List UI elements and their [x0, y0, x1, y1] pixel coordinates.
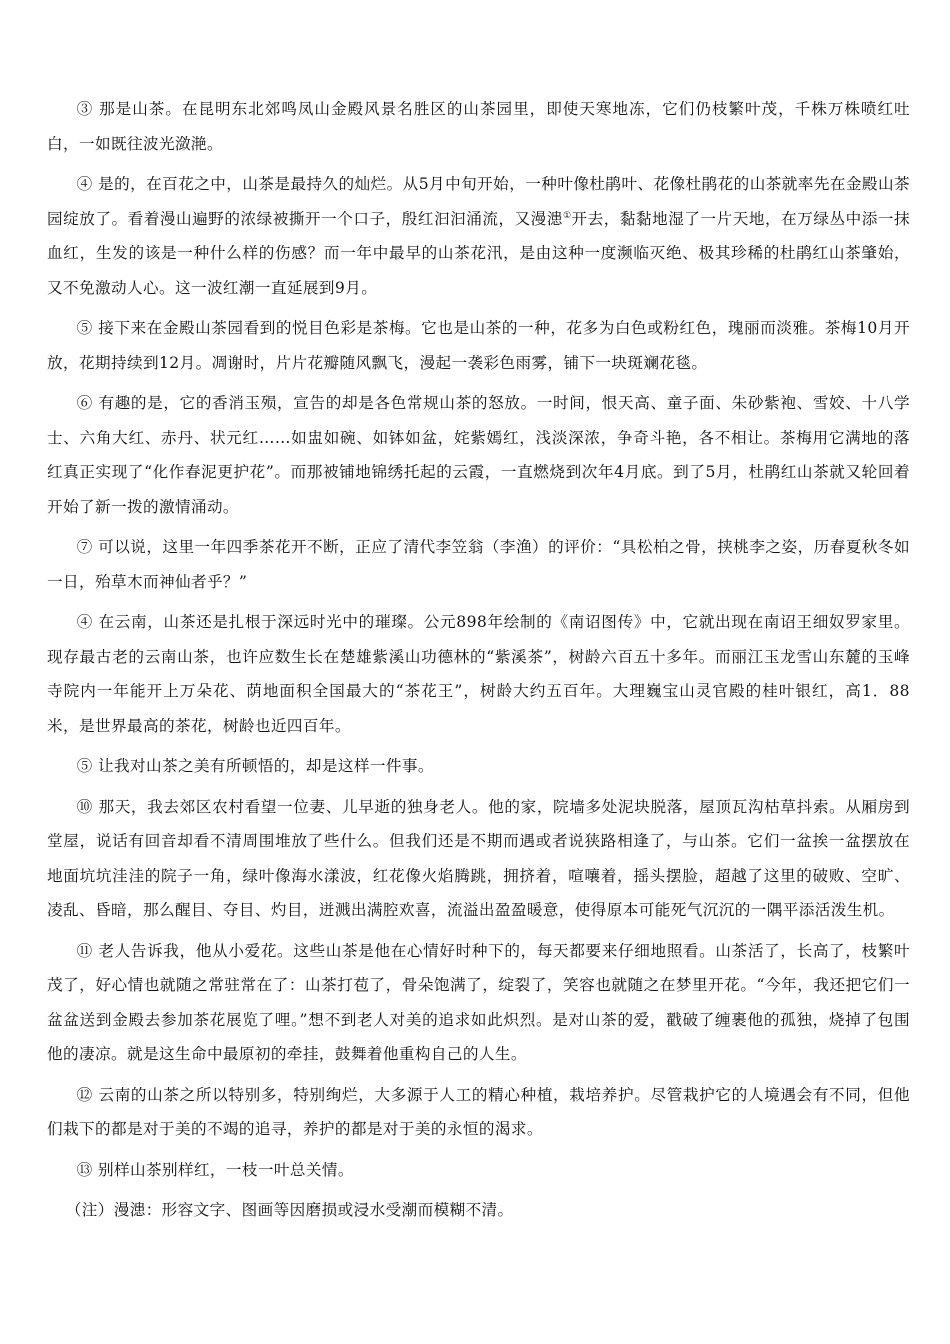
paragraph-4-text-before: ④ 是的，在百花之中，山茶是最持久的灿烂。从5月中旬开始，一种叶像杜鹃叶、花像杜鹃花的山茶就率先在金殿山茶园绽放了。看着漫山遍野的浓绿被撕开一个口子，殷红汩汩涌流，又漫漶 — [47, 175, 910, 228]
footnote-note: （注）漫漶：形容文字、图画等因磨损或浸水受潮而模糊不清。 — [65, 1201, 514, 1219]
paragraph-4-text-after: 开去，黏黏地湿了一片天地，在万绿丛中添一抹血红，生发的该是一种什么样的伤感？而一年中最早的山茶花汛，是由这种一度濒临灭绝、极其珍稀的杜鹃红山茶肇始，又不免激动人心。这一波红潮一直延展到9月。 — [47, 209, 910, 297]
paragraph-12: ⑫ 云南的山茶之所以特别多，特别绚烂，大多源于人工的精心种植，栽培养护。尽管栽护它的人境遇会有不同，但他们栽下的都是对于美的不竭的追寻，养护的都是对于美的永恒的渴求。 — [47, 1085, 910, 1138]
paragraph-7: ⑦ 可以说，这里一年四季茶花开不断，正应了清代李笠翁（李渔）的评价：“具松柏之骨，挟桃李之姿，历春夏秋冬如一日，殆草木而神仙者乎？” — [47, 538, 910, 591]
paragraph-13: ⑬ 别样山茶别样红，一枝一叶总关情。 — [76, 1160, 354, 1179]
paragraph-11: ⑪ 老人告诉我，他从小爱花。这些山茶是他在心情好时种下的，每天都要来仔细地照看。山茶活了，长高了，枝繁叶茂了，好心情也就随之常驻常在了：山茶打苞了，骨朵饱满了，绽裂了，笑容也就随之在梦里开花。“今年，我还把它们一盆盆送到金殿去参加茶花展览了哩。”想不到老人对美的追求如此炽烈。是对山茶的爱，戳破了缠裹他的孤独，烧掉了包围他的凄凉。就是这生命中最原初的牵挂，鼓舞着他重构自己的人生。 — [47, 941, 910, 1063]
paragraph-6: ⑥ 有趣的是，它的香消玉殒，宣告的却是各色常规山茶的怒放。一时间，恨天高、童子面、朱砂紫袍、雪姣、十八学士、六角大红、赤丹、状元红……如盅如碗、如钵如盆，姹紫嫣红，浅淡深浓，争奇斗艳，各不相让。茶梅用它满地的落红真正实现了“化作春泥更护花”。而那被铺地锦绣托起的云霞，一直燃烧到次年4月底。到了5月，杜鹃红山茶就又轮回着开始了新一拨的激情涌动。 — [47, 394, 910, 516]
paragraph-4 — [47, 167, 910, 305]
footnote-mark: ① — [562, 210, 572, 221]
paragraph-10: ⑩ 那天，我去郊区农村看望一位妻、儿早逝的独身老人。他的家，院墙多处泥块脱落，屋顶瓦沟枯草抖索。从厢房到堂屋，说话有回音却看不清周围堆放了些什么。但我们还是不期而遇或者说狭路相逢了，与山茶。它们一盆挨一盆摆放在地面坑坑洼洼的院子一角，绿叶像海水漾波，红花像火焰腾跳，拥挤着，喧嚷着，摇头摆脸，超越了这里的破败、空旷、凌乱、昏暗，那么醒目、夺目、灼目，迸溅出满腔欢喜，流溢出盈盈暖意，使得原本可能死气沉沉的一隅平添活泼生机。 — [47, 797, 910, 919]
paragraph-5: ⑤ 接下来在金殿山茶园看到的悦目色彩是茶梅。它也是山茶的一种，花多为白色或粉红色，瑰丽而淡雅。茶梅10月开放，花期持续到12月。凋谢时，片片花瓣随风飘飞，漫起一袭彩色雨雾，铺下一块斑斓花毯。 — [47, 319, 910, 372]
paragraph-9: ⑤ 让我对山茶之美有所顿悟的，却是这样一件事。 — [76, 757, 434, 775]
paragraph-3: ③ 那是山茶。在昆明东北郊鸣凤山金殿风景名胜区的山茶园里，即使天寒地冻，它们仍枝繁叶茂，千株万株喷红吐白，一如既往波光潋滟。 — [47, 100, 910, 153]
paragraph-8: ④ 在云南，山茶还是扎根于深远时光中的璀璨。公元898年绘制的《南诏图传》中，它就出现在南诏王细奴罗家里。现存最古老的云南山茶，也许应数生长在楚雄紫溪山功德林的“紫溪茶”，树龄六百五十多年。而丽江玉龙雪山东麓的玉峰寺院内一年能开上万朵花、荫地面积全国最大的“茶花王”，树龄大约五百年。大理巍宝山灵官殿的桂叶银红，高1．88米，是世界最高的茶花，树龄也近四百年。 — [47, 613, 910, 735]
